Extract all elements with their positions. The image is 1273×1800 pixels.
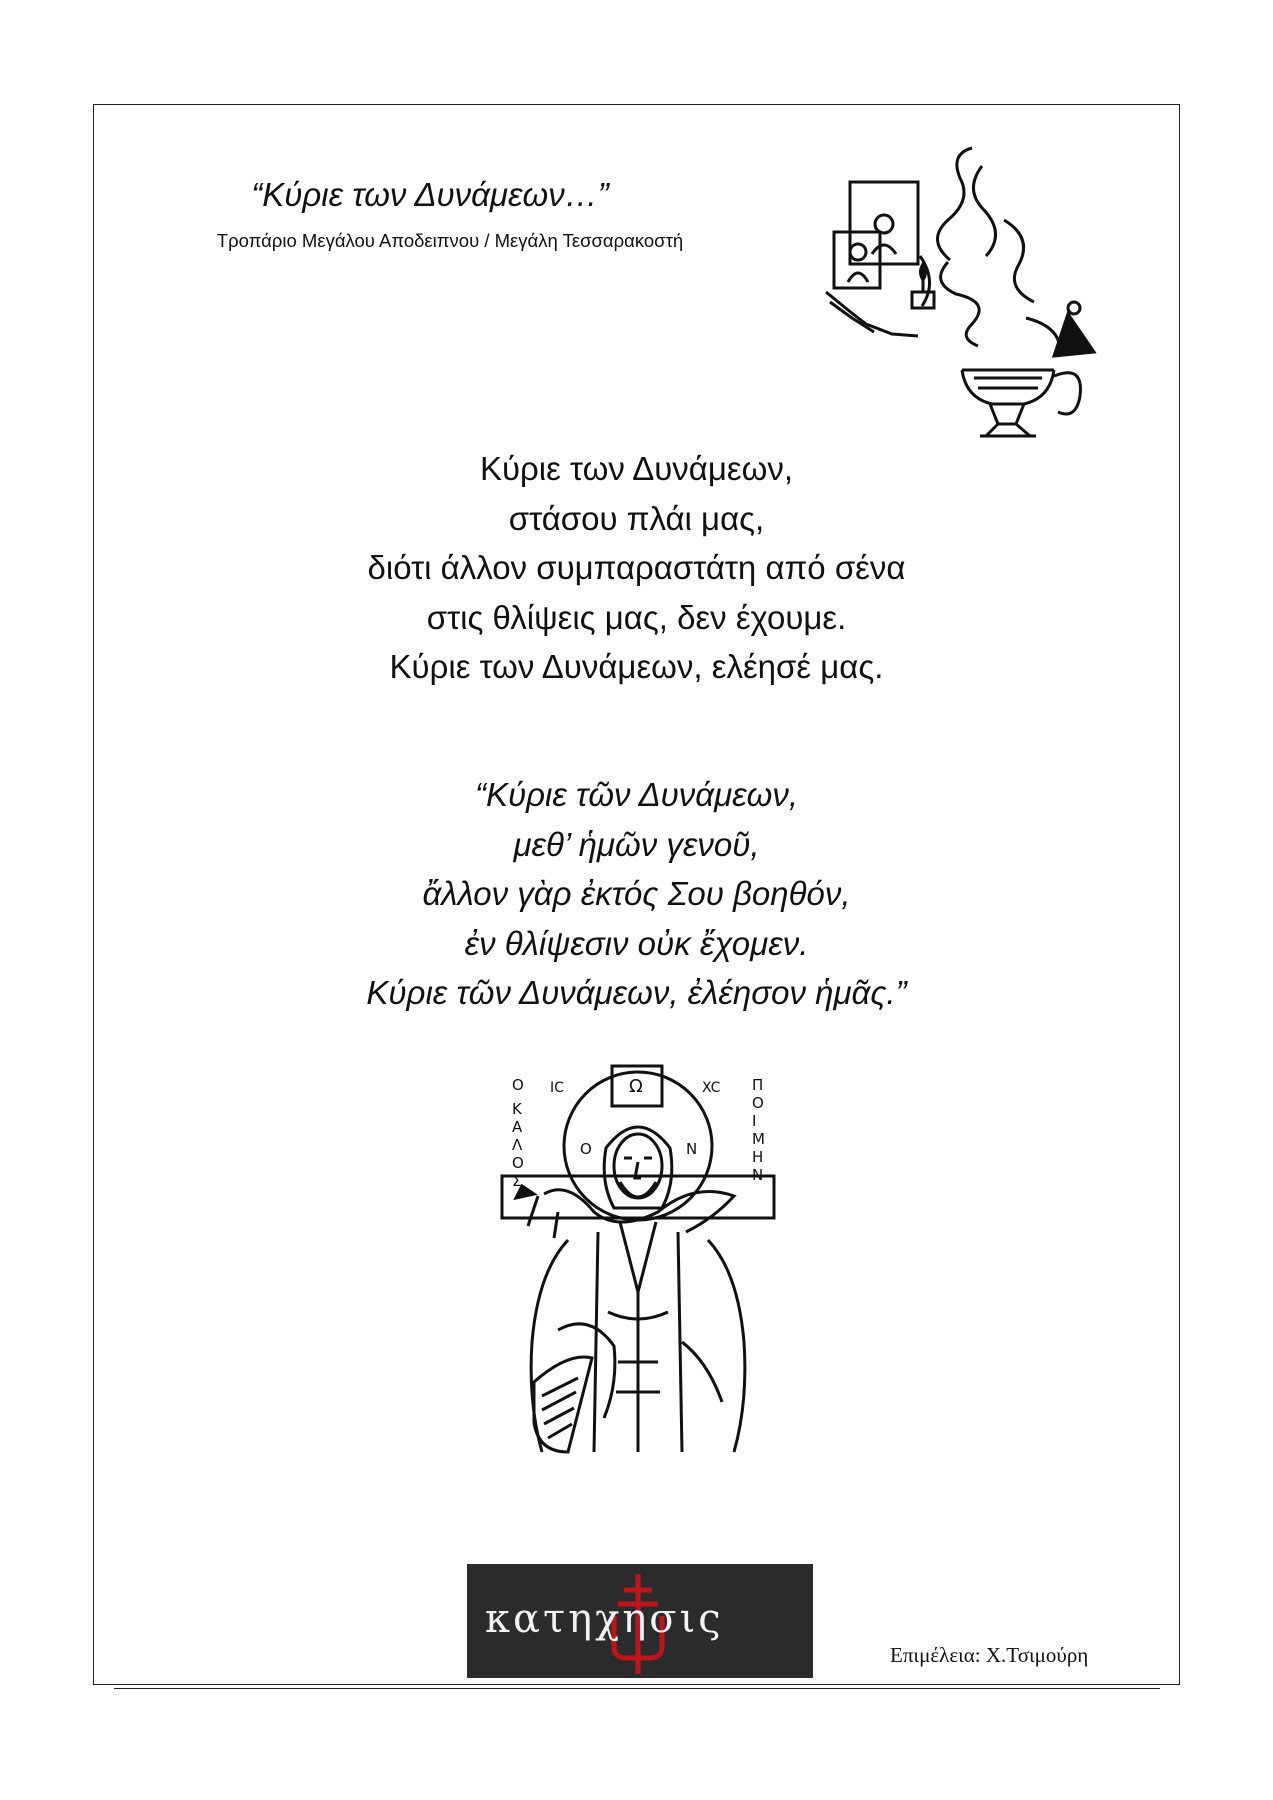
modern-greek-stanza bbox=[0, 444, 1273, 692]
hymn-title: “Κύριε των Δυνάμεων…” bbox=[251, 176, 609, 213]
censer-illustration bbox=[822, 142, 1122, 452]
monogram-ic: IC bbox=[550, 1080, 564, 1096]
stanza-line: Κύριε τῶν Δυνάμεων, ἐλέησον ἡμᾶς.” bbox=[366, 974, 907, 1011]
stanza-line: στις θλίψεις μας, δεν έχουμε. bbox=[426, 598, 847, 636]
inscription-letter: Η bbox=[752, 1148, 764, 1166]
left-inscription bbox=[512, 1076, 524, 1190]
halo-letter: Ν bbox=[686, 1140, 698, 1158]
inscription-letter: Κ bbox=[512, 1100, 522, 1118]
inscription-letter: Π bbox=[752, 1076, 764, 1094]
hymn-subtitle: Τροπάριο Μεγάλου Αποδειπνου / Μεγάλη Τεσσαρακοστή bbox=[216, 230, 684, 251]
inscription-letter: Σ bbox=[512, 1172, 522, 1190]
stanza-line: διότι άλλον συμπαραστάτη από σένα bbox=[367, 549, 906, 586]
inscription-letter: Ι bbox=[752, 1112, 757, 1130]
inscription-letter: Α bbox=[512, 1118, 523, 1136]
stanza-line: ἐν θλίψεσιν οὐκ ἔχομεν. bbox=[464, 924, 809, 962]
stanza-line: ἄλλον γὰρ ἐκτός Σου βοηθόν, bbox=[422, 875, 851, 912]
inscription-letter: Ο bbox=[752, 1094, 764, 1112]
inscription-letter: Ν bbox=[752, 1166, 764, 1184]
stanza-line: Κύριε των Δυνάμεων, ελέησέ μας. bbox=[389, 648, 884, 685]
halo-letter: Ο bbox=[580, 1140, 592, 1158]
stanza-line: στάσου πλάι μας, bbox=[508, 499, 765, 537]
frame-bottom-rule bbox=[114, 1688, 1160, 1689]
halo-letter: Ω bbox=[629, 1076, 643, 1097]
inscription-letter: Ο bbox=[512, 1076, 524, 1094]
good-shepherd-icon bbox=[498, 1062, 778, 1457]
stanza-line: “Κύριε τῶν Δυνάμεων, bbox=[474, 776, 799, 813]
stanza-line: μεθ’ ἡμῶν γενοῦ, bbox=[513, 825, 760, 863]
inscription-letter: Ο bbox=[512, 1154, 524, 1172]
credit-line: Επιμέλεια: Χ.Τσιμούρη bbox=[890, 1643, 1089, 1667]
inscription-letter: Μ bbox=[752, 1130, 765, 1148]
inscription-letter: Λ bbox=[512, 1136, 523, 1154]
katichisis-logo bbox=[467, 1564, 813, 1678]
logo-text: κατηχησις bbox=[485, 1596, 724, 1642]
monogram-xc: XC bbox=[702, 1080, 721, 1096]
ancient-greek-stanza bbox=[0, 770, 1273, 1018]
stanza-line: Κύριε των Δυνάμεων, bbox=[479, 450, 794, 487]
right-inscription bbox=[752, 1076, 765, 1184]
